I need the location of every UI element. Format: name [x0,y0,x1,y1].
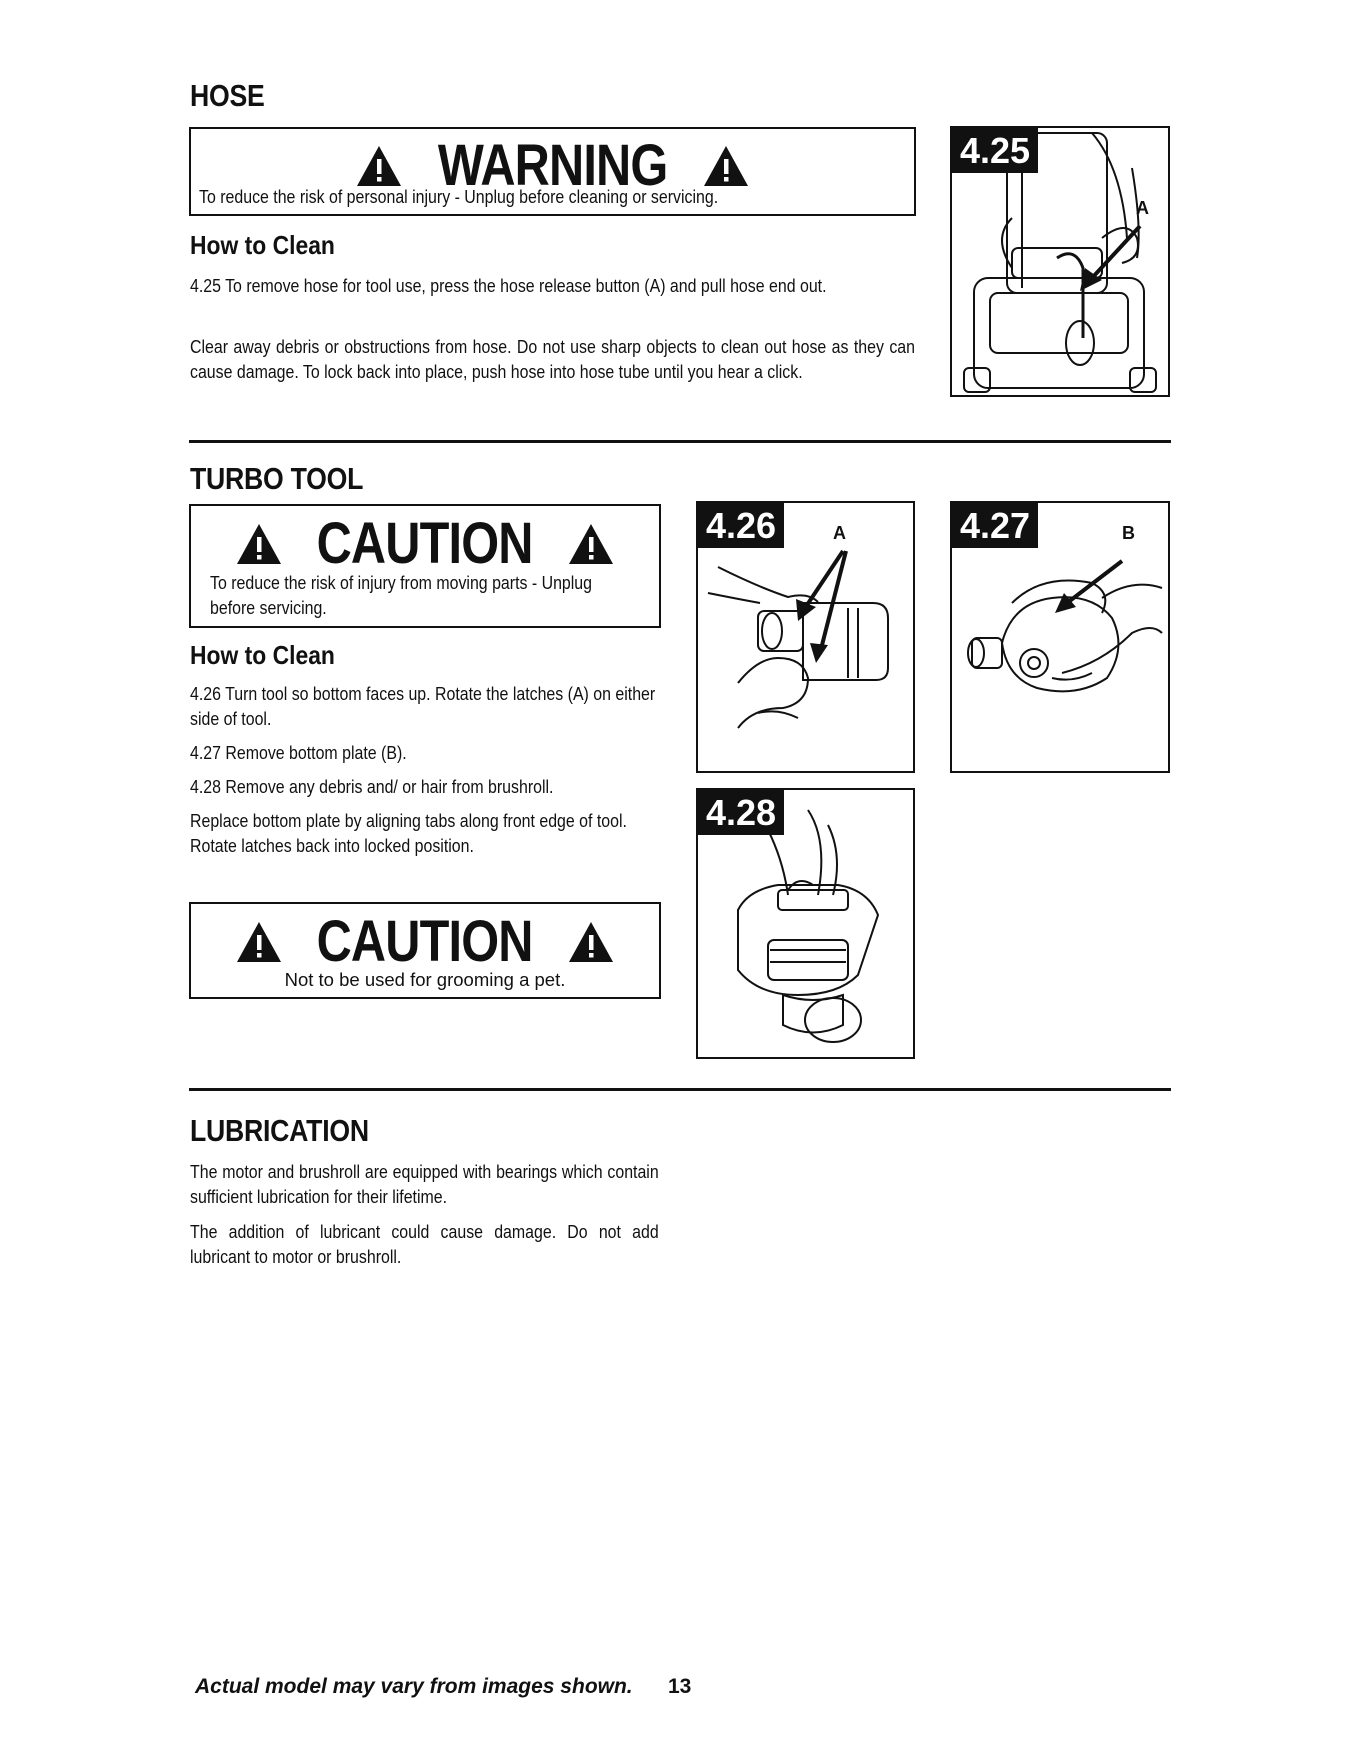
warning-box [189,127,916,216]
figure-callout-a: A [833,523,846,543]
figure-4-27 [950,501,1170,773]
turbo-step-4-28: 4.28 Remove any debris and/ or hair from brushroll. [190,776,554,797]
footer-disclaimer: Actual model may vary from images shown. [195,1675,633,1698]
warning-signal-word: WARNING [437,133,668,198]
figure-4-25 [950,126,1170,397]
caution-header [191,511,659,576]
caution-triangle-icon [568,523,614,565]
section-divider [189,1088,1171,1091]
caution-box-grooming [189,902,661,999]
figure-label: 4.25 [952,128,1038,173]
hose-paragraph: Clear away debris or obstructions from hose. Do not use sharp objects to clean out hose as they can cause damage. To lock back into place, push hose into hose tube until you hear a click. [190,336,915,382]
turbo-step-4-27: 4.27 Remove bottom plate (B). [190,742,407,763]
hose-section-title: HOSE [190,78,265,113]
hose-step-4-25: 4.25 To remove hose for tool use, press the hose release button (A) and pull hose end out. [190,275,827,296]
caution-text: Not to be used for grooming a pet. [284,969,566,990]
caution-box [189,504,661,628]
caution-triangle-icon [568,921,614,963]
hose-how-to-clean-heading: How to Clean [190,230,335,260]
lubrication-section-title: LUBRICATION [190,1113,369,1148]
warning-triangle-icon [356,145,402,187]
caution-text: To reduce the risk of injury from moving parts - Unplug before servicing. [210,572,593,618]
figure-callout-a: A [1136,198,1149,218]
page-number: 13 [668,1675,692,1698]
lubrication-paragraph-2: The addition of lubricant could cause damage. Do not add lubricant to motor or brushroll. [190,1221,659,1267]
figure-label: 4.28 [698,790,784,835]
caution-signal-word: CAUTION [316,511,534,576]
turbo-how-to-clean-heading: How to Clean [190,640,335,670]
figure-4-28 [696,788,915,1059]
section-divider [189,440,1171,443]
figure-callout-b: B [1122,523,1135,543]
warning-text: To reduce the risk of personal injury - Unplug before cleaning or servicing. [199,186,719,207]
caution-header [191,909,659,974]
caution-triangle-icon [236,921,282,963]
warning-triangle-icon [703,145,749,187]
figure-label: 4.27 [952,503,1038,548]
lubrication-paragraph-1: The motor and brushroll are equipped with bearings which contain sufficient lubrication for their lifetime. [190,1161,659,1207]
turbo-tool-section-title: TURBO TOOL [190,461,364,496]
turbo-step-4-26: 4.26 Turn tool so bottom faces up. Rotate the latches (A) on either side of tool. [190,683,656,729]
figure-4-26 [696,501,915,773]
figure-label: 4.26 [698,503,784,548]
caution-signal-word: CAUTION [316,909,534,974]
turbo-paragraph: Replace bottom plate by aligning tabs along front edge of tool. Rotate latches back into locked position. [190,810,627,856]
caution-triangle-icon [236,523,282,565]
